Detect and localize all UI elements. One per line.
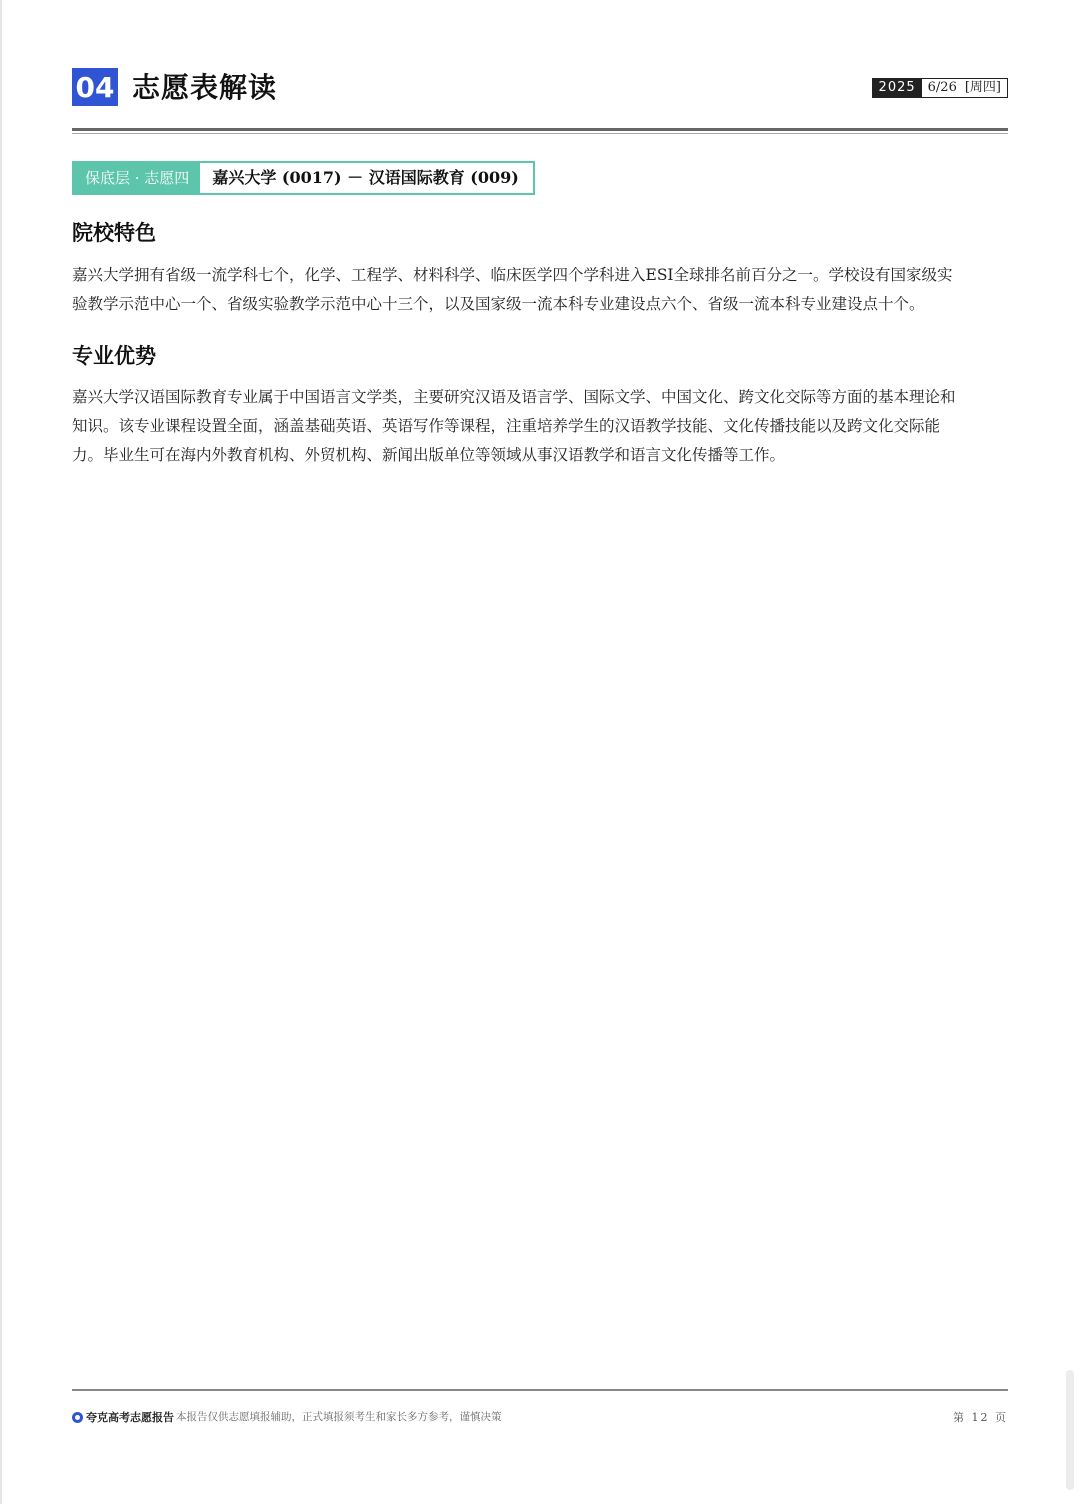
header-divider-thin xyxy=(72,133,1008,134)
tier-label: 保底层 · 志愿四 xyxy=(74,163,200,193)
date-weekday: [周四] xyxy=(964,80,1001,95)
major-advantages-heading: 专业优势 xyxy=(72,343,156,368)
section-number-badge: 04 xyxy=(72,68,118,106)
choice-tag xyxy=(72,161,535,195)
page-edge xyxy=(0,0,2,1504)
date-year: 2025 xyxy=(873,79,922,97)
footer-brand xyxy=(72,1409,174,1425)
school-major-label: 嘉兴大学 (0017) － 汉语国际教育 (009) xyxy=(200,163,533,193)
page-title: 志愿表解读 xyxy=(132,71,278,104)
date-day: 6/26 xyxy=(927,80,957,95)
paragraph-line: 嘉兴大学汉语国际教育专业属于中国语言文学类，主要研究汉语及语言学、国际文学、中国文化、跨文化交际等方面的基本理论和 xyxy=(72,388,956,406)
disclaimer-text: 本报告仅供志愿填报辅助，正式填报须考生和家长多方参考，谨慎决策 xyxy=(176,1411,502,1423)
school-features-heading: 院校特色 xyxy=(72,220,156,245)
paragraph-line: 嘉兴大学拥有省级一流学科七个，化学、工程学、材料科学、临床医学四个学科进入ESI全球排名前百分之一。学校设有国家级实 xyxy=(72,266,953,284)
quark-logo-icon xyxy=(72,1412,83,1423)
paragraph-line: 力。毕业生可在海内外教育机构、外贸机构、新闻出版单位等领域从事汉语教学和语言文化传播等工作。 xyxy=(72,446,786,464)
brand-name: 夸克高考志愿报告 xyxy=(86,1411,174,1424)
page-number: 第 12 页 xyxy=(953,1411,1008,1424)
school-features-paragraph xyxy=(72,261,1008,319)
date-badge xyxy=(872,78,1008,98)
scrollbar-thumb[interactable] xyxy=(1066,1370,1074,1490)
major-advantages-paragraph xyxy=(72,383,1008,470)
footer-divider xyxy=(72,1389,1008,1391)
header-divider xyxy=(72,128,1008,131)
paragraph-line: 验教学示范中心一个、省级实验教学示范中心十三个，以及国家级一流本科专业建设点六个、省级一流本科专业建设点十个。 xyxy=(72,295,925,313)
paragraph-line: 知识。该专业课程设置全面，涵盖基础英语、英语写作等课程，注重培养学生的汉语教学技能、文化传播技能以及跨文化交际能 xyxy=(72,417,941,435)
